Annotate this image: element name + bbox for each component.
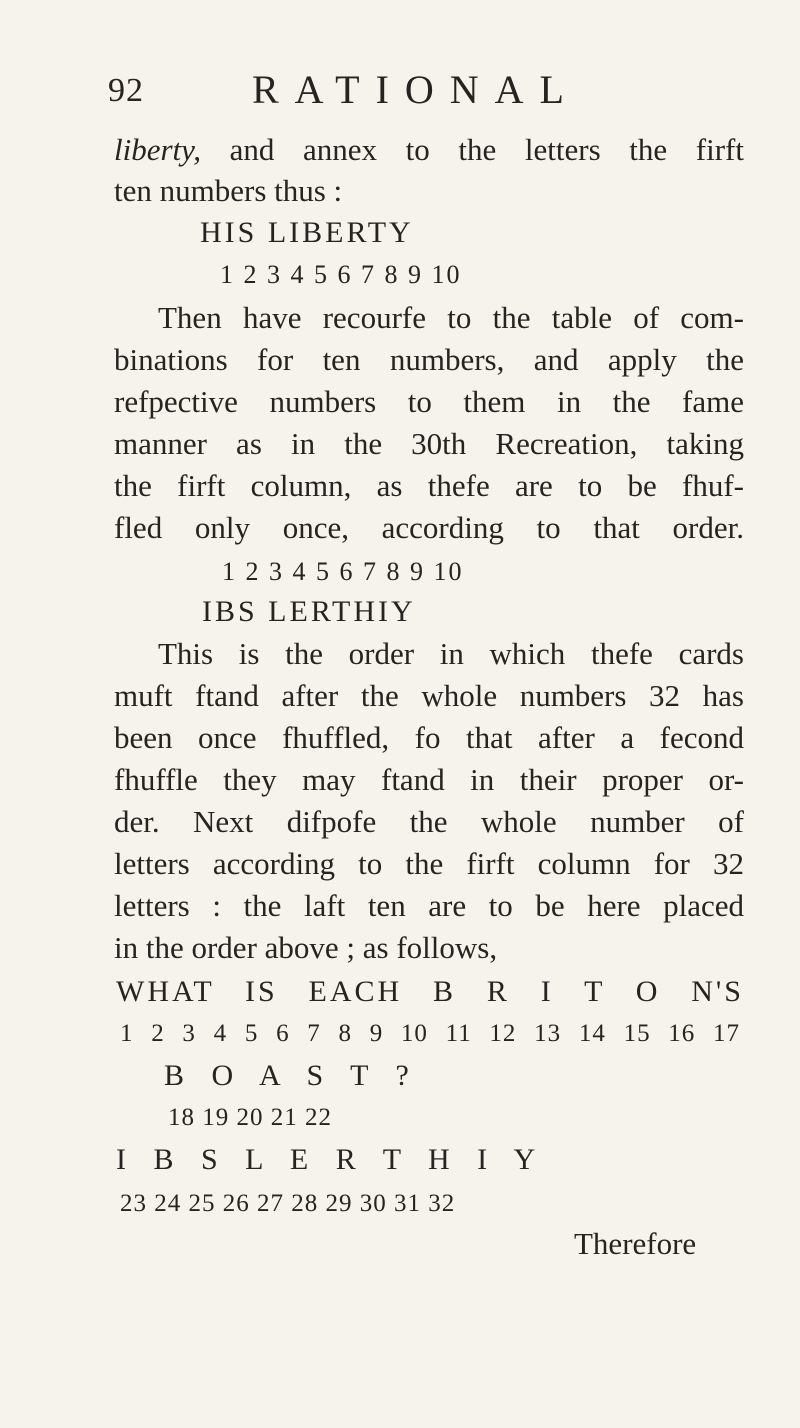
catchword: Therefore	[574, 1226, 697, 1261]
message-numbers-2: 18 19 20 21 22	[168, 1104, 332, 1131]
text-line-20: in the order above ; as follows,	[114, 930, 498, 965]
text-line-13: This is the order in which thefe cards	[158, 636, 744, 671]
text-line-6: binations for ten numbers, and apply the	[114, 342, 744, 377]
text-line-14: muft ftand after the whole numbers 32 has	[114, 678, 744, 713]
text-line-2: ten numbers thus :	[114, 173, 343, 208]
cipher-heading-2: IBS LERTHIY	[202, 595, 416, 628]
text-line-17: der. Next difpofe the whole number of	[114, 804, 744, 839]
message-line-1: WHAT IS EACH B R I T O N'S	[116, 975, 744, 1008]
text-line-10: fled only once, according to that order.	[114, 510, 744, 545]
text-line-7: refpective numbers to them in the fame	[114, 384, 744, 419]
text-line-15: been once fhuffled, fo that after a fecond	[114, 720, 744, 755]
message-numbers-3: 23 24 25 26 27 28 29 30 31 32	[120, 1190, 456, 1217]
message-line-2: B O A S T ?	[164, 1059, 419, 1092]
message-line-3: I B S L E R T H I Y	[116, 1143, 546, 1176]
italic-word: liberty,	[114, 132, 201, 167]
text-line-9: the firft column, as thefe are to be fhuf-	[114, 468, 744, 503]
text-line-18: letters according to the firft column for 32	[114, 846, 744, 881]
text-line-8: manner as in the 30th Recreation, taking	[114, 426, 744, 461]
number-row-1: 1 2 3 4 5 6 7 8 9 10	[220, 260, 462, 289]
line-text: and annex to the letters the firft	[200, 132, 744, 167]
number-row-2: 1 2 3 4 5 6 7 8 9 10	[222, 557, 464, 586]
message-numbers-1: 1 2 3 4 5 6 7 8 9 10 11 12 13 14 15 16 17	[120, 1020, 740, 1047]
page-header	[108, 66, 628, 116]
text-line-5: Then have recourfe to the table of com-	[158, 300, 744, 335]
cipher-heading-1: HIS LIBERTY	[200, 216, 414, 249]
text-line-19: letters : the laft ten are to be here placed	[114, 888, 744, 923]
running-title: RATIONAL	[252, 67, 580, 112]
text-line-1	[114, 130, 744, 170]
page-number: 92	[108, 72, 144, 109]
text-line-16: fhuffle they may ftand in their proper or-	[114, 762, 744, 797]
